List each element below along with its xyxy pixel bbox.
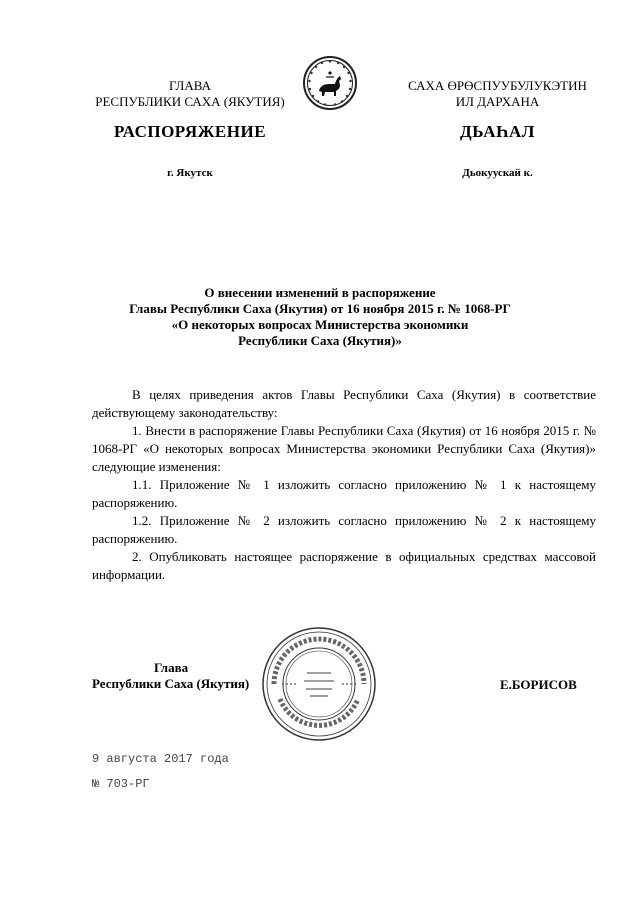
city-ru: г. Якутск xyxy=(167,167,213,179)
header-right xyxy=(390,78,605,110)
body-paragraph-1: В целях приведения актов Главы Республики Саха (Якутия) в соответствие действующему законодательству: xyxy=(92,387,596,420)
document-body xyxy=(92,386,596,584)
doctype-sakha: ДЬАҺАЛ xyxy=(460,122,535,141)
coat-of-arms-emblem-icon xyxy=(302,55,358,111)
document-title xyxy=(70,285,570,349)
signer-name: Е.БОРИСОВ xyxy=(500,677,577,692)
title-line4: Республики Саха (Якутия)» xyxy=(238,333,402,348)
doctype-ru: РАСПОРЯЖЕНИЕ xyxy=(113,122,267,141)
body-paragraph-3: 1.1. Приложение № 1 изложить согласно приложению № 1 к настоящему распоряжению. xyxy=(92,477,596,510)
body-paragraph-2: 1. Внести в распоряжение Главы Республики Саха (Якутия) от 16 ноября 2015 г. № 1068-РГ «О некоторых вопросах Министерства экономики Республики Саха (Якутия)» следующие изменения: xyxy=(92,423,596,474)
title-line1: О внесении изменений в распоряжение xyxy=(204,285,436,300)
official-seal-stamp-icon xyxy=(260,625,378,743)
title-line2: Главы Республики Саха (Якутия) от 16 ноября 2015 г. № 1068-РГ xyxy=(129,301,511,316)
header-right-line2: ИЛ ДАРХАНА xyxy=(455,94,540,109)
body-paragraph-5: 2. Опубликовать настоящее распоряжение в официальных средствах массовой информации. xyxy=(92,549,596,582)
header-right-line1: САХА ӨРӨСПУУБУЛУКЭТИН xyxy=(408,78,587,93)
body-paragraph-4: 1.2. Приложение № 2 изложить согласно приложению № 2 к настоящему распоряжению. xyxy=(92,513,596,546)
document-number: № 703-РГ xyxy=(92,777,150,791)
header-left-line2: РЕСПУБЛИКИ САХА (ЯКУТИЯ) xyxy=(95,94,285,109)
header-left-line1: ГЛАВА xyxy=(169,78,211,93)
header-left xyxy=(60,78,320,110)
title-line3: «О некоторых вопросах Министерства экономики xyxy=(171,317,469,332)
signer-title-line2: Республики Саха (Якутия) xyxy=(92,676,250,691)
signer-title-line1: Глава xyxy=(154,660,189,675)
signer-title xyxy=(92,660,249,692)
document-date: 9 августа 2017 года xyxy=(92,752,229,766)
city-sakha: Дьокуускай к. xyxy=(462,167,533,179)
